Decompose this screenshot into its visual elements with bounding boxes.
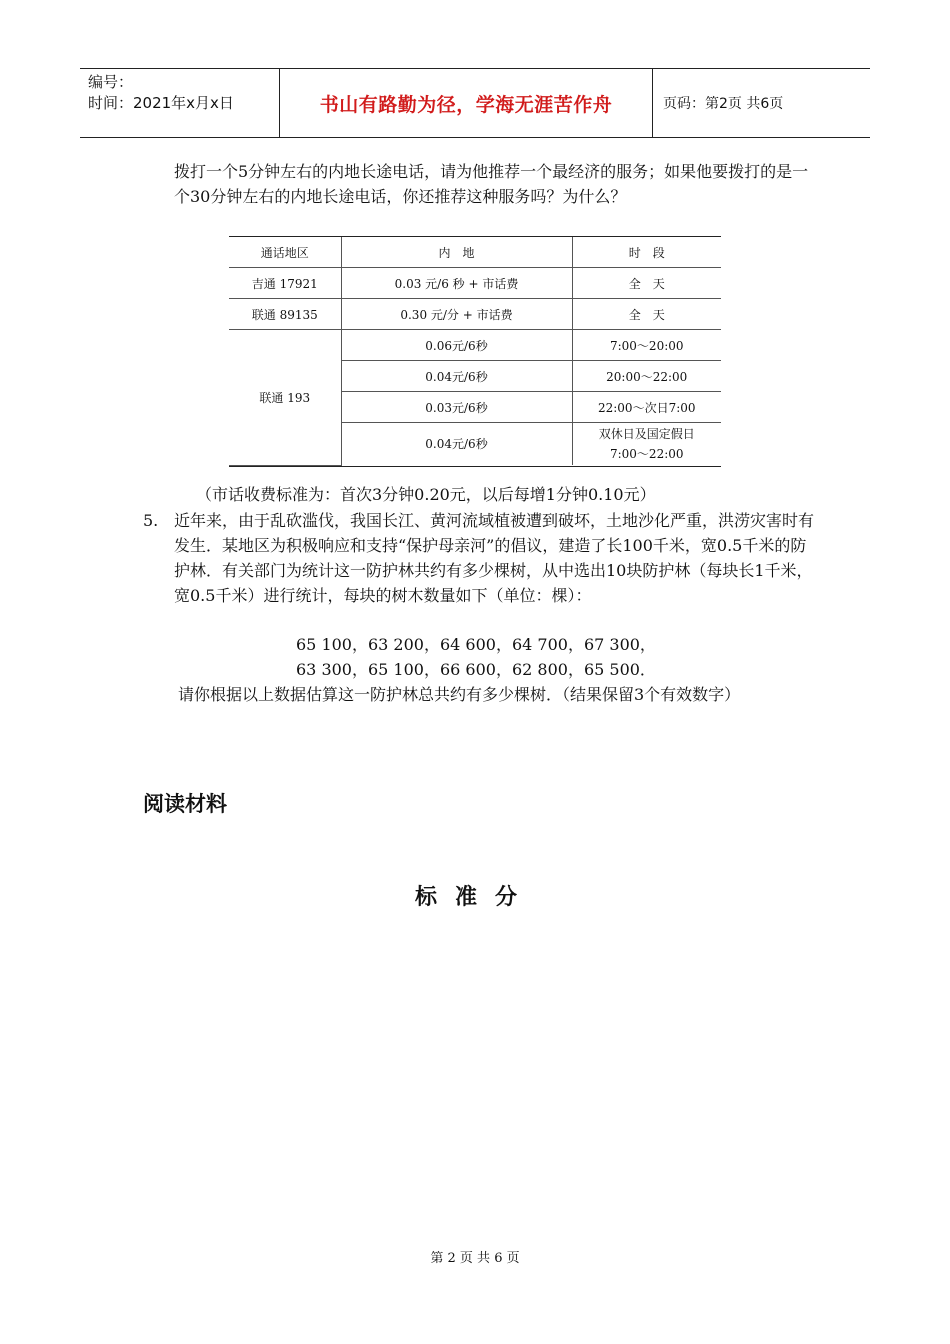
cell-period: 全 天 [572,299,721,330]
local-fee-note: （市话收费标准为：首次3分钟0.20元，以后每增1分钟0.10元） [196,485,656,504]
table-header-row [229,237,721,268]
header-rate: 内 地 [341,237,572,268]
standard-score-heading: 标准分 [414,885,535,910]
cell-period: 22:00～次日7:00 [572,392,721,423]
header-meta [80,69,280,137]
tree-counts-line: 65 100，63 200，64 600，64 700，67 300， [296,635,656,654]
question5-number: 5. [143,511,159,530]
cell-rate: 0.06元/6秒 [341,330,572,361]
rate-table-wrapper [229,236,721,467]
cell-area-group: 联通 193 [229,330,341,466]
header-area: 通话地区 [229,237,341,268]
cell-rate: 0.04元/6秒 [341,361,572,392]
cell-rate: 0.30 元/分 + 市话费 [341,299,572,330]
rate-table [229,237,721,466]
question5-text: 近年来，由于乱砍滥伐，我国长江、黄河流域植被遭到破坏，土地沙化严重，洪涝灾害时有发生．某地区为积极响应和支持“保护母亲河”的倡议，建造了长100千米，宽0.5千米的防护林．有关部门为统计这一防护林共约有多少棵树，从中选出10块防护林（每块长1千米，宽0.5千米）进行统计，每块的树木数量如下（单位：棵）： [174,511,815,605]
cell-period: 7:00～20:00 [572,330,721,361]
document-header [80,68,870,138]
date-label: 时间：2021年x月x日 [88,94,234,112]
table-row [229,330,721,361]
cell-area: 联通 89135 [229,299,341,330]
cell-period: 全 天 [572,268,721,299]
period-line: 双休日及国定假日 [598,427,695,441]
period-line: 7:00～22:00 [609,447,684,461]
cell-rate: 0.04元/6秒 [341,423,572,466]
question4-text: 拨打一个5分钟左右的内地长途电话，请为他推荐一个最经济的服务；如果他要拨打的是一个30分钟左右的内地长途电话，你还推荐这种服务吗？为什么？ [174,162,809,206]
cell-area: 吉通 17921 [229,268,341,299]
cell-rate: 0.03元/6秒 [341,392,572,423]
cell-period: 20:00～22:00 [572,361,721,392]
reading-material-heading: 阅读材料 [143,792,227,816]
cell-period-multiline [572,423,721,466]
header-page-info: 页码：第2页 共6页 [663,96,784,112]
table-row [229,299,721,330]
tree-counts-line: 63 300，65 100，66 600，62 800，65 500． [296,660,656,679]
header-period: 时 段 [572,237,721,268]
table-row [229,268,721,299]
question5-ask: 请你根据以上数据估算这一防护林总共约有多少棵树．（结果保留3个有效数字） [178,685,741,704]
header-motto: 书山有路勤为径，学海无涯苦作舟 [280,69,653,137]
cell-rate: 0.03 元/6 秒 + 市话费 [341,268,572,299]
page-footer: 第 2 页 共 6 页 [430,1251,520,1266]
number-label: 编号： [88,73,134,91]
